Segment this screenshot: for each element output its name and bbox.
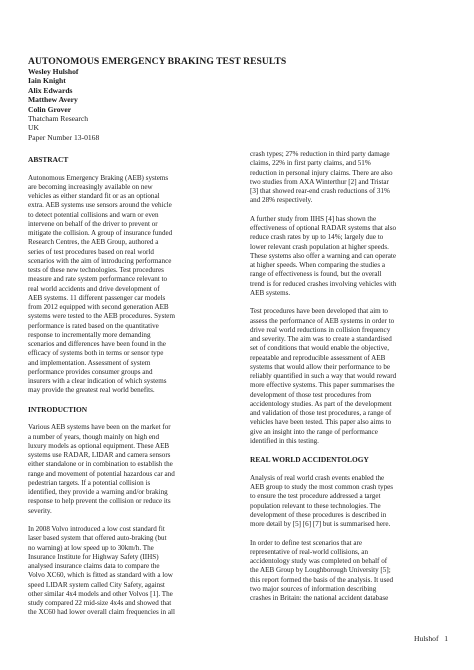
affiliation-country: UK [28,123,39,133]
text-line: laser based system that offered auto-braking (but [28,534,167,543]
text-line: Various AEB systems have been on the market for [28,423,171,432]
text-line: insurers with a clear indication of which systems [28,377,167,385]
body-paragraph [250,307,450,446]
left-column [28,155,226,627]
text-line: A further study from IIHS [4] has shown the [250,214,377,223]
text-line: These systems also offer a warning and can operate [250,251,397,260]
text-line: repeatable and reproducible assessment of AEB [250,353,386,362]
author-block [28,67,99,142]
page-footer [414,634,448,643]
text-line: reduce crash rates by up to 14%; largely due to [250,233,384,242]
paper-title: AUTONOMOUS EMERGENCY BRAKING TEST RESULTS [28,56,287,67]
text-line: scenarios with the aim of introducing performance [28,256,172,265]
text-line: the AEB Group by Loughborough University [5]; [250,566,391,575]
text-line: crashes in Britain: the national accident database [250,594,389,602]
text-line: AEB systems. [250,288,291,297]
text-line: give an insight into the range of performance [250,427,378,436]
text-line: drive real world reductions in collision frequency [250,325,391,334]
text-line: speed LIDAR system called City Safety, against [28,580,165,589]
text-line: to detect potential collisions and warn or even [28,210,159,219]
text-line: identified, they provide a warning and/or braking [28,488,168,496]
body-paragraph [250,215,450,298]
text-line: range and movement of potential hazardous car and [28,469,175,478]
text-line: accidentology study was completed on behalf of [250,557,388,565]
text-line: performance provides consumer groups and [28,367,153,376]
text-line: tests of these new technologies. Test procedures [28,266,164,274]
text-line: pedestrian targets. If a potential collision is [28,478,151,487]
body-paragraph [250,150,450,206]
paper-number: Paper Number 13-0168 [28,132,100,142]
text-line: two major sources of information describing [250,584,377,593]
text-line: are becoming increasingly available on new [28,182,153,191]
right-column [250,150,450,613]
text-line: performance is rated based on the quantitative [28,321,159,330]
text-line: intervene on behalf of the driver to prevent or [28,219,158,228]
text-line: a number of years, though mainly on high end [28,432,160,441]
text-line: development of these procedures is described in [250,510,387,519]
text-line: crash types; 27% reduction in third party damage [250,150,390,158]
author-name: Alix Edwards [28,85,73,95]
text-line: real world accidents and drive development of [28,284,160,293]
text-line: systems use RADAR, LIDAR and camera sensors [28,451,171,459]
text-line: and 28% respectively. [250,196,313,205]
text-line: more detail by [5] [6] [7] but is summarised here. [250,520,391,528]
text-line: other similar 4x4 models and other Volvos [1]. The [28,589,173,598]
text-line: effectiveness of optional RADAR systems that also [250,224,397,232]
text-line: to ensure the test procedure addressed a target [250,492,381,501]
text-line: Volvo XC60, which is fitted as standard with a low [28,571,173,580]
text-line: from 2012 equipped with second generation AEB [28,303,169,311]
text-line: development of those test procedures from [250,390,372,399]
section-heading: REAL WORLD ACCIDENTOLOGY [250,455,369,465]
text-line: assess the performance of AEB systems in order to [250,316,395,325]
text-line: severity. [28,506,52,515]
text-line: at higher speeds. When comparing the studies a [250,261,386,269]
text-line: extra. AEB systems use sensors around the vehicle [28,201,172,210]
text-line: may provide the greatest real world benefits. [28,386,155,395]
text-line: luxury models as optional equipment. These AEB [28,441,170,450]
text-line: efficacy of systems both in terms or sensor type [28,349,164,358]
text-line: set of conditions that would enable the objective, [250,344,390,353]
body-paragraph [28,525,226,618]
text-line: either standalone or in combination to establish the [28,460,173,469]
text-line: series of test procedures based on real world [28,247,154,256]
text-line: mitigate the collision. A group of insurance funded [28,229,173,237]
author-name: Matthew Avery [28,95,78,105]
text-line: and severity. The aim was to create a standardised [250,335,392,343]
text-line: In 2008 Volvo introduced a low cost standard fit [28,525,165,533]
affiliation-org: Thatcham Research [28,114,89,124]
text-line: Analysis of real world crash events enabled the [250,473,385,482]
text-line: Autonomous Emergency Braking (AEB) systems [28,173,169,182]
text-line: more effective systems. This paper summarises the [250,381,395,390]
text-line: lower relevant crash population at higher speeds. [250,242,389,251]
footer-author: Hulshof [414,634,439,643]
text-line: trend is for reduced crashes involving vehicles with [250,279,397,288]
author-name: Colin Grover [28,104,72,114]
text-line: In order to define test scenarios that are [250,538,363,547]
text-line: Research Centres, the AEB Group, authored a [28,238,159,247]
text-line: accidentology studies. As part of the development [250,399,392,408]
text-line: analysed insurance claims data to compare the [28,562,160,570]
text-line: vehicles as either standard fit or as an optional [28,192,160,200]
text-line: Insurance Institute for Highway Safety (IIHS) [28,552,159,561]
text-line: and implementation. Assessment of system [28,358,151,367]
text-line: vehicles have been tested. This paper also aims to [250,418,392,427]
body-paragraph [28,423,226,516]
text-line: representative of real-world collisions, an [250,547,368,556]
page-number: 1 [444,634,448,643]
text-line: [3] that showed rear-end crash reductions of 31% [250,187,390,195]
body-paragraph [250,539,450,604]
text-line: the XC60 had lower overall claim frequencies in all [28,608,175,617]
author-name: Wesley Hulshof [28,67,79,76]
text-line: study compared 22 mid-size 4x4s and showed that [28,599,172,607]
text-line: two studies from AXA Winterthur [2] and Tristar [250,177,389,186]
text-line: reduction in personal injury claims. There are also [250,168,393,177]
text-line: AEB systems. 11 different passenger car models [28,293,166,302]
section-heading: ABSTRACT [28,155,69,164]
author-name: Iain Knight [28,76,66,86]
body-paragraph [28,174,226,396]
body-paragraph [250,474,450,530]
text-line: systems were tested to the AEB procedures. System [28,312,175,321]
text-line: population relevant to these technologies. The [250,501,381,510]
text-line: and validation of those test procedures, a range of [250,409,392,417]
text-line: reliably quantified in such a way that would reward [250,372,397,380]
text-line: this report formed the basis of the analysis. It used [250,575,394,584]
text-line: response to help prevent the collision or reduce its [28,497,171,506]
text-line: no warning) at low speed up to 30km/h. The [28,543,154,552]
section-heading: INTRODUCTION [28,404,88,414]
text-line: measure and rate system performance relevant to [28,275,168,284]
text-line: systems that would allow their performance to be [250,362,391,371]
text-line: identified in this testing. [250,436,319,445]
text-line: AEB group to study the most common crash types [250,483,394,491]
text-line: claims, 22% in first party claims, and 51% [250,159,371,168]
text-line: Test procedures have been developed that aim to [250,307,388,316]
text-line: response to incrementally more demanding [28,330,151,339]
text-line: scenarios and differences have been found in the [28,340,166,348]
text-line: range of effectiveness is found, but the overall [250,270,382,279]
